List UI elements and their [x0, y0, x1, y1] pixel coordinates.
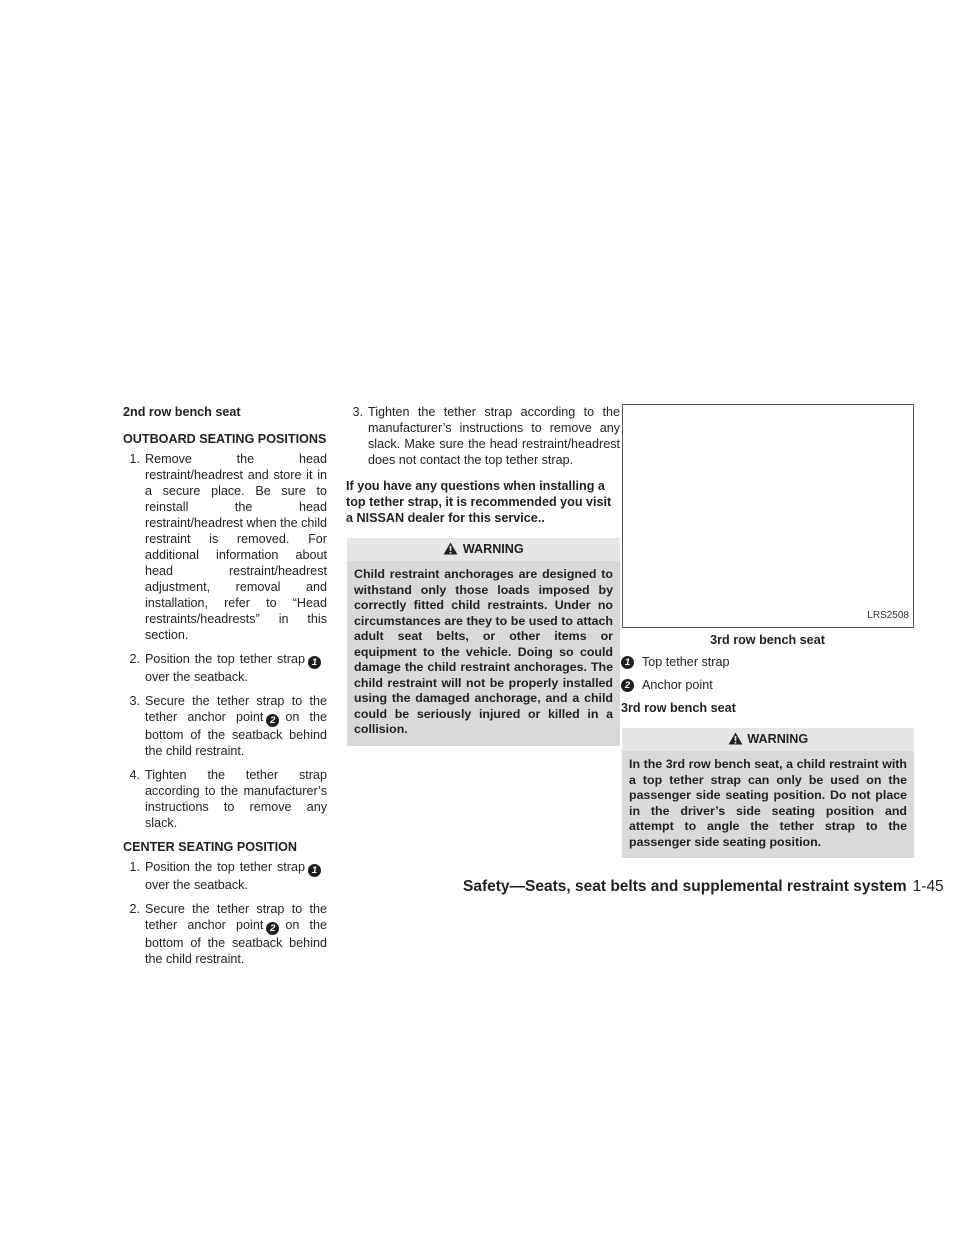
warning-triangle-icon [443, 542, 458, 555]
outboard-steps-list [123, 451, 327, 831]
warning-text: Child restraint anchorages are designed to withstand only those loads imposed by correctly fitted child restraints. Under no circumstances are they to be used to attach adult seat belts, or other items or equipment to the vehicle. Doing so could damage the child restraint anchorages. The child restraint will not be properly installed using the damaged anchorage, and a child could be seriously injured or killed in a collision. [347, 561, 620, 746]
step-text: Tighten the tether strap according to the manufacturer’s instructions to remove any slack. Make sure the head restraint/headrest does not contact the top tether strap. [368, 405, 620, 467]
callout-number-icon: 1 [308, 864, 321, 877]
center-title: CENTER SEATING POSITION [123, 840, 297, 854]
warning-header [347, 538, 620, 561]
step-text-post: over the seatback. [145, 878, 248, 892]
list-item [123, 859, 327, 893]
left-column [123, 404, 327, 975]
step-text-pre: Position the top tether strap [145, 652, 305, 666]
step-number: 3. [352, 405, 363, 419]
warning-text: In the 3rd row bench seat, a child restraint with a top tether strap can only be used on the passenger side seating position. Do not place in the driver’s side seating position and attempt to angle the tether strap to the passenger side seating position. [622, 751, 914, 858]
footer-title: Safety—Seats, seat belts and supplemental restraint system [463, 878, 907, 895]
warning-header [622, 728, 914, 751]
callout-number-icon: 2 [621, 679, 634, 692]
subhead-2nd-row: 2nd row bench seat [123, 405, 241, 419]
outboard-title: OUTBOARD SEATING POSITIONS [123, 432, 327, 446]
list-item [346, 404, 620, 468]
list-item [123, 451, 327, 643]
warning-label: WARNING [462, 542, 524, 556]
callout-number-icon: 2 [266, 922, 279, 935]
callout-number-icon: 1 [308, 656, 321, 669]
warning-triangle-icon [728, 732, 743, 745]
callout-number-icon: 2 [266, 714, 279, 727]
right-column [621, 404, 914, 858]
step-number: 1. [129, 860, 140, 874]
legend-label: Top tether strap [642, 655, 730, 669]
step-text-pre: Position the top tether strap [145, 860, 305, 874]
step-number: 4. [129, 768, 140, 782]
step-text-pre: Remove the head restraint/headrest and store it in a secure place. Be sure to reinstall the head restraint/headrest when the child restraint is removed. For additional information about head restraint/headrest adjustment, removal and installation, refer to “Head restraints/headrests” in this section. [145, 452, 328, 642]
step-text-pre: Secure the tether strap to the tether anchor point [145, 902, 327, 932]
step-text [145, 767, 327, 831]
step-text-post: on the bottom of the seatback behind the child restraint. [145, 710, 327, 758]
step-number: 1. [129, 452, 140, 466]
step-text [145, 859, 327, 893]
legend-label: Anchor point [642, 678, 713, 692]
callout-number-icon: 1 [621, 656, 634, 669]
step-text [145, 651, 327, 685]
step-text [145, 901, 327, 967]
figure-caption: 3rd row bench seat [710, 633, 825, 647]
legend-item [621, 677, 914, 693]
middle-column [346, 404, 620, 746]
step-text [145, 451, 327, 643]
step-number: 2. [129, 652, 140, 666]
step-number: 2. [129, 902, 140, 916]
step-number: 3. [129, 694, 140, 708]
list-item [123, 901, 327, 967]
legend-item [621, 654, 914, 670]
warning-label: WARNING [747, 732, 809, 746]
dealer-note: If you have any questions when installing a top tether strap, it is recommended you visit a NISSAN dealer for this service.. [346, 479, 612, 525]
figure-legend [621, 654, 914, 693]
figure-code: LRS2508 [867, 610, 909, 621]
step-text-post: on the bottom of the seatback behind the child restraint. [145, 918, 327, 966]
list-item [123, 651, 327, 685]
subhead-3rd-row: 3rd row bench seat [621, 701, 736, 715]
step-text [145, 693, 327, 759]
step-text-pre: Tighten the tether strap according to the manufacturer’s instructions to remove any slack. [145, 768, 327, 830]
step-text-pre: Secure the tether strap to the tether anchor point [145, 694, 327, 724]
step-text-post: over the seatback. [145, 670, 248, 684]
figure-3rd-row-seat [622, 404, 914, 628]
page-number: 1-45 [912, 878, 944, 895]
list-item [123, 693, 327, 759]
warning-box-3rd-row [622, 728, 914, 858]
center-steps-list [123, 859, 327, 967]
page-footer [463, 877, 944, 897]
list-item [123, 767, 327, 831]
warning-box [347, 538, 620, 746]
